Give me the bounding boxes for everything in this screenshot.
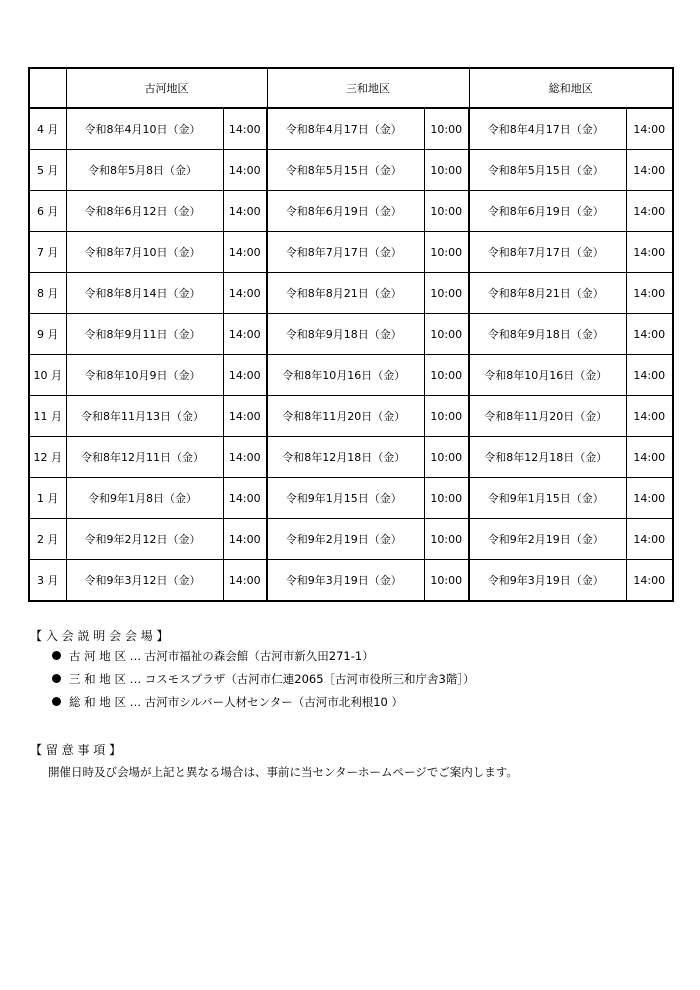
venue-item — [52, 648, 374, 664]
sanwa-time-cell: 10:00 — [424, 396, 469, 437]
koga-time-cell: 14:00 — [223, 273, 267, 314]
sowa-time-cell: 14:00 — [626, 519, 673, 560]
sanwa-date-cell: 令和9年1月15日（金） — [267, 478, 424, 519]
table-row — [29, 560, 673, 602]
month-cell: 2 月 — [29, 519, 66, 560]
sowa-time-cell: 14:00 — [626, 478, 673, 519]
sanwa-date-cell: 令和8年8月21日（金） — [267, 273, 424, 314]
sanwa-time-cell: 10:00 — [424, 560, 469, 602]
sowa-time-cell: 14:00 — [626, 191, 673, 232]
sanwa-time-cell: 10:00 — [424, 478, 469, 519]
venue-section-title: 【 入 会 説 明 会 会 場 】 — [30, 629, 169, 643]
sanwa-time-cell: 10:00 — [424, 355, 469, 396]
sowa-time-cell: 14:00 — [626, 355, 673, 396]
koga-date-cell: 令和9年1月8日（金） — [66, 478, 223, 519]
sowa-date-cell: 令和8年12月18日（金） — [469, 437, 626, 478]
koga-time-cell: 14:00 — [223, 519, 267, 560]
sowa-date-cell: 令和8年9月18日（金） — [469, 314, 626, 355]
table-row — [29, 314, 673, 355]
sowa-date-cell: 令和9年2月19日（金） — [469, 519, 626, 560]
month-cell: 10 月 — [29, 355, 66, 396]
sowa-time-cell: 14:00 — [626, 437, 673, 478]
sowa-time-cell: 14:00 — [626, 314, 673, 355]
table-row — [29, 478, 673, 519]
sanwa-time-cell: 10:00 — [424, 519, 469, 560]
sowa-time-cell: 14:00 — [626, 108, 673, 150]
koga-time-cell: 14:00 — [223, 108, 267, 150]
month-cell: 9 月 — [29, 314, 66, 355]
venue-text: 総 和 地 区 … 古河市シルバー人材センター（古河市北利根10 ） — [69, 695, 404, 709]
sanwa-date-cell: 令和8年7月17日（金） — [267, 232, 424, 273]
venue-text: 三 和 地 区 … コスモスプラザ（古河市仁連2065［古河市役所三和庁舎3階］） — [69, 672, 475, 686]
header-koga: 古河地区 — [66, 68, 267, 108]
table-row — [29, 519, 673, 560]
sowa-time-cell: 14:00 — [626, 560, 673, 602]
sowa-date-cell: 令和8年7月17日（金） — [469, 232, 626, 273]
table-row — [29, 437, 673, 478]
koga-time-cell: 14:00 — [223, 355, 267, 396]
header-row — [29, 68, 673, 108]
table-row — [29, 150, 673, 191]
venue-item — [52, 671, 475, 687]
koga-time-cell: 14:00 — [223, 191, 267, 232]
koga-date-cell: 令和8年10月9日（金） — [66, 355, 223, 396]
koga-date-cell: 令和9年3月12日（金） — [66, 560, 223, 602]
month-cell: 4 月 — [29, 108, 66, 150]
sowa-date-cell: 令和8年5月15日（金） — [469, 150, 626, 191]
table-row — [29, 191, 673, 232]
koga-date-cell: 令和8年7月10日（金） — [66, 232, 223, 273]
sowa-time-cell: 14:00 — [626, 232, 673, 273]
sanwa-time-cell: 10:00 — [424, 437, 469, 478]
sanwa-time-cell: 10:00 — [424, 150, 469, 191]
sowa-date-cell: 令和8年4月17日（金） — [469, 108, 626, 150]
sowa-date-cell: 令和8年10月16日（金） — [469, 355, 626, 396]
schedule-table — [28, 67, 674, 602]
sanwa-date-cell: 令和8年6月19日（金） — [267, 191, 424, 232]
koga-time-cell: 14:00 — [223, 232, 267, 273]
month-cell: 3 月 — [29, 560, 66, 602]
month-cell: 7 月 — [29, 232, 66, 273]
month-cell: 6 月 — [29, 191, 66, 232]
month-cell: 5 月 — [29, 150, 66, 191]
sowa-date-cell: 令和8年11月20日（金） — [469, 396, 626, 437]
koga-date-cell: 令和8年6月12日（金） — [66, 191, 223, 232]
corner-cell — [29, 68, 66, 108]
sanwa-date-cell: 令和8年10月16日（金） — [267, 355, 424, 396]
koga-date-cell: 令和8年8月14日（金） — [66, 273, 223, 314]
sowa-date-cell: 令和9年3月19日（金） — [469, 560, 626, 602]
table-row — [29, 273, 673, 314]
koga-date-cell: 令和8年9月11日（金） — [66, 314, 223, 355]
bullet-icon — [52, 651, 61, 660]
sowa-date-cell: 令和8年6月19日（金） — [469, 191, 626, 232]
koga-time-cell: 14:00 — [223, 478, 267, 519]
sowa-time-cell: 14:00 — [626, 273, 673, 314]
sanwa-date-cell: 令和8年9月18日（金） — [267, 314, 424, 355]
koga-date-cell: 令和8年5月8日（金） — [66, 150, 223, 191]
table-row — [29, 355, 673, 396]
sowa-date-cell: 令和9年1月15日（金） — [469, 478, 626, 519]
venue-item — [52, 694, 403, 710]
sowa-date-cell: 令和8年8月21日（金） — [469, 273, 626, 314]
sanwa-time-cell: 10:00 — [424, 191, 469, 232]
table-row — [29, 232, 673, 273]
sanwa-time-cell: 10:00 — [424, 273, 469, 314]
koga-time-cell: 14:00 — [223, 314, 267, 355]
header-sanwa: 三和地区 — [267, 68, 469, 108]
month-cell: 8 月 — [29, 273, 66, 314]
koga-date-cell: 令和8年4月10日（金） — [66, 108, 223, 150]
venue-text: 古 河 地 区 … 古河市福祉の森会館（古河市新久田271-1） — [69, 649, 374, 663]
sanwa-date-cell: 令和8年12月18日（金） — [267, 437, 424, 478]
month-cell: 12 月 — [29, 437, 66, 478]
koga-time-cell: 14:00 — [223, 150, 267, 191]
koga-date-cell: 令和8年12月11日（金） — [66, 437, 223, 478]
notes-section-title: 【 留 意 事 項 】 — [30, 743, 122, 757]
sanwa-date-cell: 令和8年4月17日（金） — [267, 108, 424, 150]
month-cell: 11 月 — [29, 396, 66, 437]
sanwa-time-cell: 10:00 — [424, 108, 469, 150]
koga-date-cell: 令和8年11月13日（金） — [66, 396, 223, 437]
koga-date-cell: 令和9年2月12日（金） — [66, 519, 223, 560]
sanwa-date-cell: 令和8年5月15日（金） — [267, 150, 424, 191]
sanwa-date-cell: 令和9年3月19日（金） — [267, 560, 424, 602]
month-cell: 1 月 — [29, 478, 66, 519]
table-row — [29, 108, 673, 150]
sowa-time-cell: 14:00 — [626, 150, 673, 191]
bullet-icon — [52, 674, 61, 683]
koga-time-cell: 14:00 — [223, 437, 267, 478]
sanwa-date-cell: 令和8年11月20日（金） — [267, 396, 424, 437]
koga-time-cell: 14:00 — [223, 560, 267, 602]
sanwa-date-cell: 令和9年2月19日（金） — [267, 519, 424, 560]
bullet-icon — [52, 697, 61, 706]
sanwa-time-cell: 10:00 — [424, 314, 469, 355]
header-sowa: 総和地区 — [469, 68, 673, 108]
notes-text: 開催日時及び会場が上記と異なる場合は、事前に当センターホームページでご案内します。 — [48, 765, 518, 779]
koga-time-cell: 14:00 — [223, 396, 267, 437]
table-row — [29, 396, 673, 437]
sanwa-time-cell: 10:00 — [424, 232, 469, 273]
sowa-time-cell: 14:00 — [626, 396, 673, 437]
